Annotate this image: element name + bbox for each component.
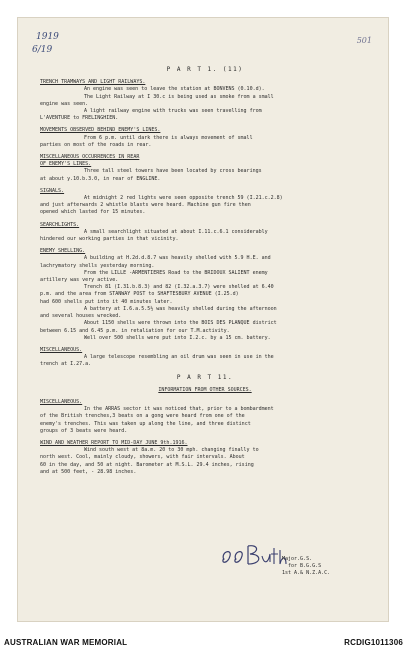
text-line: parties on most of the roads in rear. xyxy=(40,141,152,148)
text-line: About 1150 shells were thrown into the BOIS DES PLANQUE district xyxy=(84,320,277,327)
text-line: between 6.15 and 6.45 p.m. in retaliation for our T.M.activity. xyxy=(40,327,230,334)
section-miscellaneous xyxy=(40,347,370,369)
section-weather-report xyxy=(40,440,370,476)
signature-scrawl xyxy=(218,538,288,574)
part-2-title: P A R T 11. xyxy=(176,373,234,381)
text-line: and several houses wrecked. xyxy=(40,313,122,320)
text-line: The Light Railway at I 30.c is being used as smoke from a small xyxy=(84,93,274,100)
handwritten-page-number: 501 xyxy=(356,36,372,45)
text-line: and at 500 feet, - 28.98 inches. xyxy=(40,468,137,475)
text-line: at about y.10.b.3.0, in rear of ENGLINE. xyxy=(40,175,161,182)
section-tramways xyxy=(40,79,370,122)
section-miscellaneous-rear xyxy=(40,154,370,183)
text-line: A small searchlight situated at about I.11.c.6.1 considerably xyxy=(84,228,268,235)
text-line: Trench 81 (I.31.b.8.3) and 82 (I.32.a.3.7) were shelled at 6.40 xyxy=(84,284,274,291)
section-heading: MISCELLANEOUS OCCURRENCES IN REAR xyxy=(40,154,140,161)
text-line: lachrymatory shells yesterday morning. xyxy=(40,262,155,269)
text-line: L'AVENTURE to FRELINGHIEN. xyxy=(40,115,119,122)
text-line: engine was seen. xyxy=(40,100,89,107)
text-line: north west. Cool, mainly cloudy, showers, with fair intervals. About xyxy=(40,454,245,461)
text-line: In the ARRAS sector it was noticed that, prior to a bombardment xyxy=(84,406,274,413)
handwritten-file-ref: 6/19 xyxy=(32,45,53,55)
footer-record-id: RCDIG1011306 xyxy=(344,638,403,647)
section-other-miscellaneous xyxy=(40,399,370,435)
section-heading: MOVEMENTS OBSERVED BEHIND ENEMY'S LINES. xyxy=(40,127,161,134)
text-line: hindered our working parties in that vicinity. xyxy=(40,236,179,243)
part-1-title: P A R T 1. (11) xyxy=(166,66,244,73)
text-line: At midnight 2 red lights were seen opposite trench 59 (I.21.c.2.8) xyxy=(84,195,283,202)
text-line: trench at I.27.a. xyxy=(40,361,92,368)
text-line: From 6 p.m. until dark there is always movement of small xyxy=(84,134,253,141)
section-heading: TRENCH TRAMWAYS AND LIGHT RAILWAYS. xyxy=(40,79,146,86)
text-line: had 600 shells put into it 40 minutes later. xyxy=(40,298,173,305)
section-heading: MISCELLANEOUS. xyxy=(40,398,83,405)
section-enemy-shelling xyxy=(40,248,370,342)
section-heading: ENEMY SHELLING. xyxy=(40,248,86,255)
section-subheading: OF ENEMY'S LINES. xyxy=(40,161,92,168)
signature-block xyxy=(282,556,330,577)
section-signals xyxy=(40,188,370,217)
text-line: A battery at I.6.a.5.5½ was heavily shelled during the afternoon xyxy=(84,305,277,312)
signature-rank: Major.G.S. xyxy=(282,556,313,562)
section-heading: MISCELLANEOUS. xyxy=(40,346,83,353)
text-line: From the LILLE -ARMENTIERES Road to the BRIDOUX SALIENT enemy xyxy=(84,269,268,276)
text-line: 60 in the day, and 50 at night. Barometer at M.S.L. 29.4 inches, rising xyxy=(40,461,254,468)
text-line: enemy's trenches. This was taken up along the line, and three distinct xyxy=(40,420,251,427)
text-line: of the British trenches,3 beats on a gong were heard from one of the xyxy=(40,413,245,420)
handwritten-year: 1919 xyxy=(36,32,59,42)
text-line: A building at H.2d.d.8.7 was heavily shelled with 5.9 H.E. and xyxy=(84,255,271,262)
signature-unit: 1st A.& N.Z.A.C. xyxy=(282,570,331,576)
text-line: Wind south west at 8a.m. 20 to 30 mph. changing finally to xyxy=(84,447,259,454)
text-line: artillery was very active. xyxy=(40,277,119,284)
text-line: opened which lasted for 15 minutes. xyxy=(40,209,146,216)
part-2-subtitle: INFORMATION FROM OTHER SOURCES. xyxy=(158,386,252,393)
section-searchlights xyxy=(40,222,370,244)
text-line: p.m. and the area from STANWAY POST to SHAFTESBURY AVENUE (I.25.d) xyxy=(40,291,239,298)
text-line: A large telescope resembling an oil drum was seen in use in the xyxy=(84,354,274,361)
section-movements xyxy=(40,127,370,149)
text-line: A light railway engine with trucks was seen travelling from xyxy=(84,108,262,115)
section-heading: SEARCHLIGHTS. xyxy=(40,221,80,228)
document-body xyxy=(40,66,370,476)
text-line: and just afterwards 2 whistle blasts were heard. Machine gun fire then xyxy=(40,202,251,209)
section-heading: SIGNALS. xyxy=(40,187,65,194)
section-heading: WIND AND WEATHER REPORT TO MID-DAY JUNE 9th.1916. xyxy=(40,439,188,446)
text-line: Three tall steel towers have been located by cross bearings xyxy=(84,168,262,175)
signature-for-line: for B.G.G.S xyxy=(288,563,322,569)
footer-institution: AUSTRALIAN WAR MEMORIAL xyxy=(4,638,128,647)
text-line: Well over 500 shells were put into I.2.c. by a 15 cm. battery. xyxy=(84,334,271,341)
document-page xyxy=(17,17,389,622)
text-line: An engine was seen to leave the station at BONVENS (0.10.d). xyxy=(84,86,265,93)
text-line: groups of 3 beats were heard. xyxy=(40,427,128,434)
